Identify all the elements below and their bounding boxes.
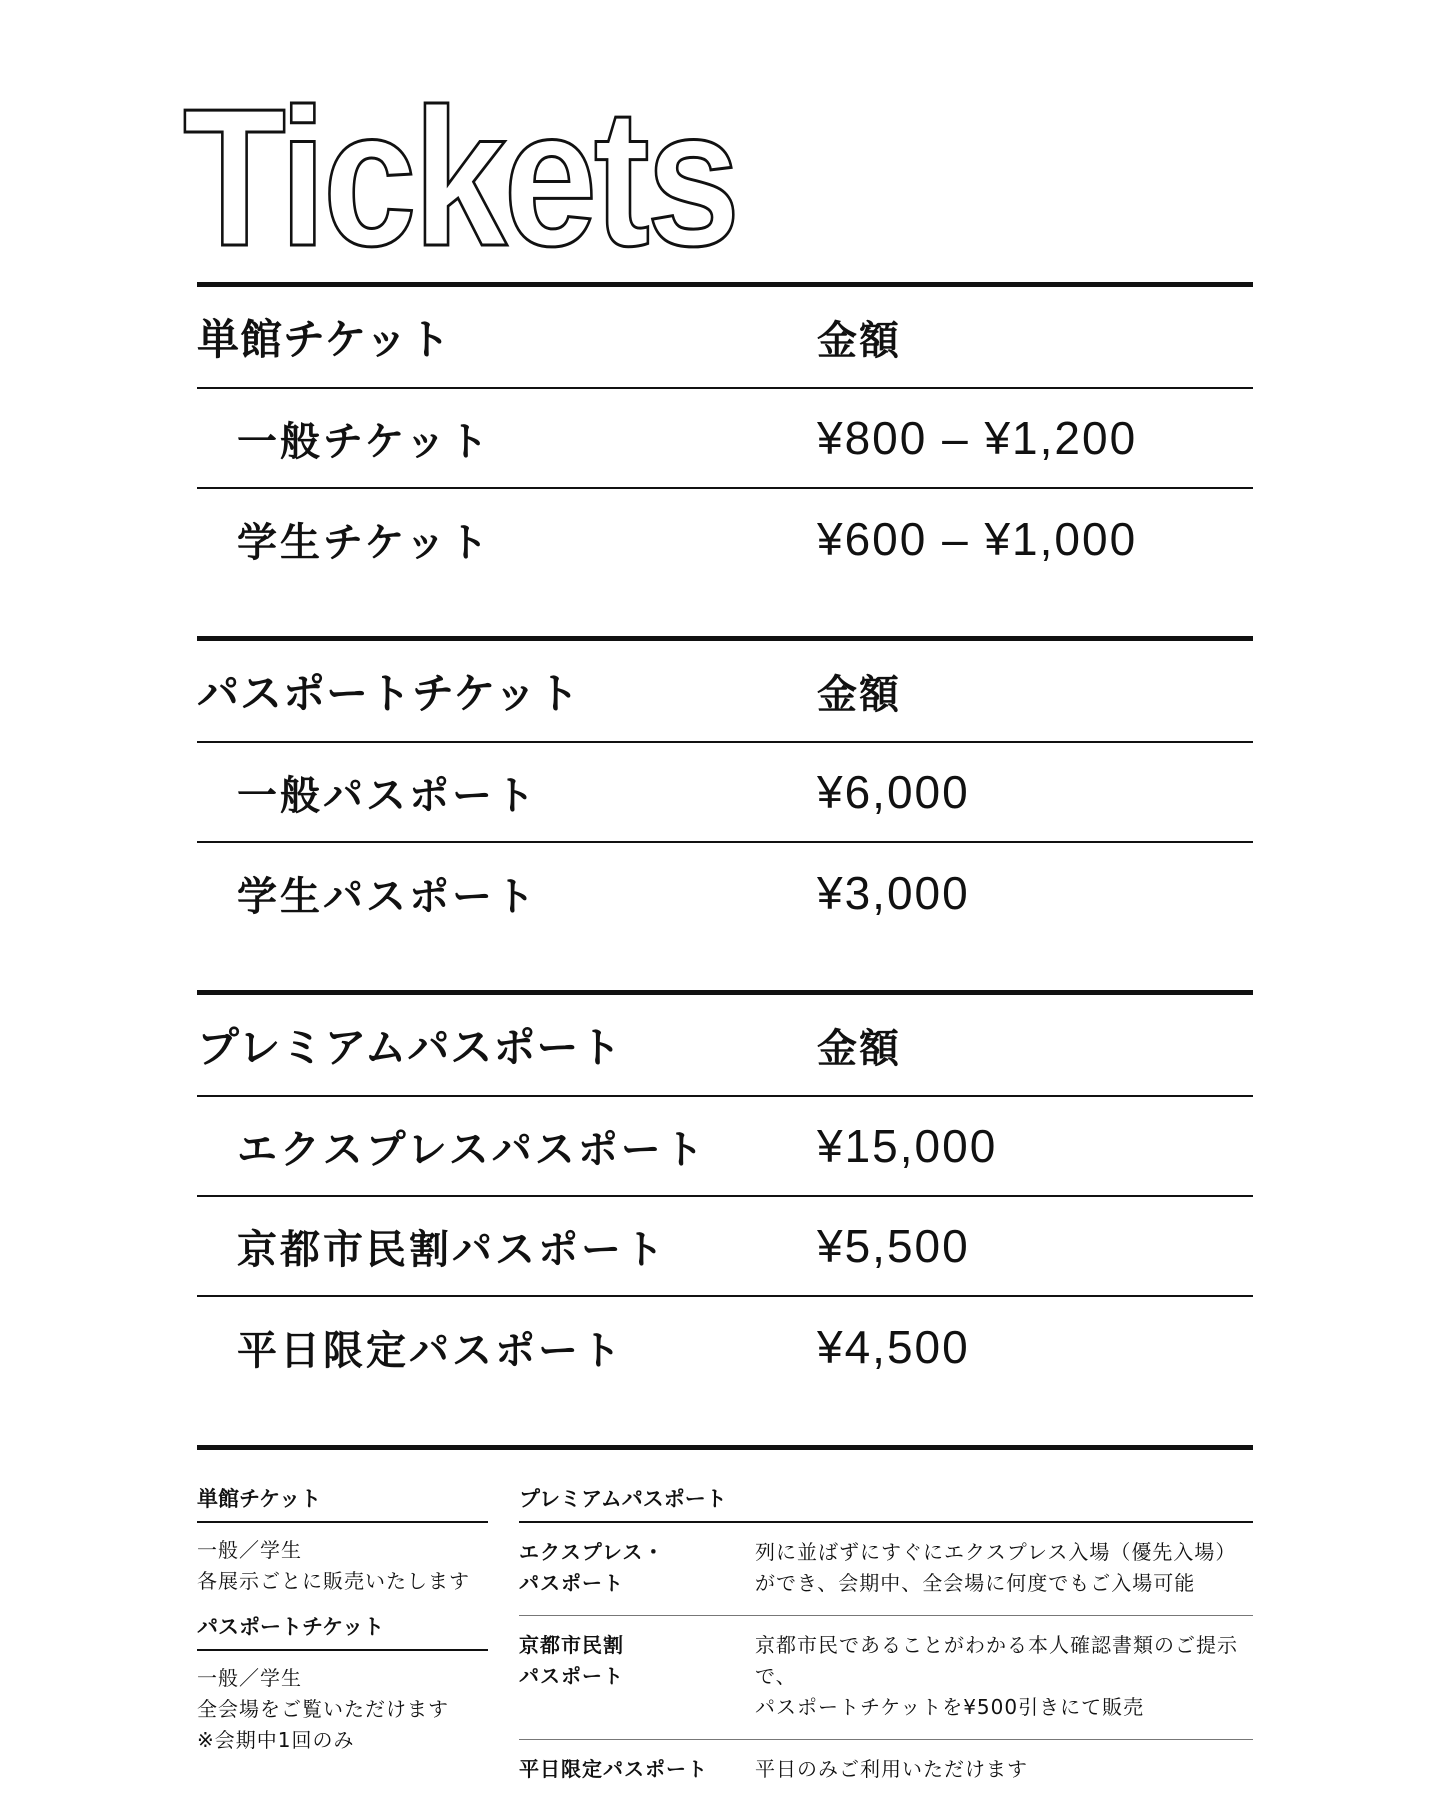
- note-desc-line: ができ、会期中、全会場に何度でもご入場可能: [755, 1571, 1196, 1595]
- price-column-header: 金額: [817, 317, 901, 364]
- ticket-row: [197, 389, 1253, 489]
- notes-section: [197, 1445, 1253, 1781]
- ticket-price: ¥600 – ¥1,000: [817, 513, 1138, 565]
- note-line: 全会場をご覧いただけます: [197, 1697, 449, 1721]
- ticket-price: ¥800 – ¥1,200: [817, 412, 1138, 464]
- notes-right-column: [519, 1450, 1253, 1800]
- ticket-row: [197, 843, 1253, 943]
- section-header-row: [197, 641, 1253, 743]
- ticket-row: [197, 1097, 1253, 1197]
- note-row-title: [519, 1754, 755, 1785]
- note-row: [519, 1616, 1253, 1740]
- ticket-row: [197, 489, 1253, 589]
- premium-passport-section: [197, 990, 1253, 1397]
- note-row: [519, 1740, 1253, 1800]
- price-column-header: 金額: [817, 1025, 901, 1072]
- ticket-name: 平日限定パスポート: [237, 1327, 624, 1374]
- note-heading: プレミアムパスポート: [519, 1450, 1253, 1523]
- section-title: 単館チケット: [197, 315, 452, 364]
- note-desc-line: 列に並ばずにすぐにエクスプレス入場（優先入場）: [755, 1540, 1237, 1564]
- note-row-description: [755, 1630, 1253, 1723]
- note-title-line: エクスプレス・: [519, 1540, 665, 1564]
- note-heading: 単館チケット: [197, 1450, 488, 1523]
- note-text: [197, 1651, 488, 1756]
- ticket-price: ¥3,000: [817, 867, 970, 919]
- ticket-price: ¥15,000: [817, 1120, 998, 1172]
- ticket-price: ¥6,000: [817, 766, 970, 818]
- ticket-name: 学生チケット: [237, 519, 492, 566]
- ticket-row: [197, 743, 1253, 843]
- note-title-line: パスポート: [519, 1664, 624, 1688]
- section-header-row: [197, 995, 1253, 1097]
- page-title: Tickets: [183, 68, 737, 287]
- note-row: [519, 1523, 1253, 1616]
- note-row-title: [519, 1537, 755, 1599]
- notes-left-column: [197, 1450, 488, 1756]
- ticket-name: エクスプレスパスポート: [237, 1126, 707, 1173]
- note-row-description: [755, 1537, 1253, 1599]
- ticket-row: [197, 1197, 1253, 1297]
- ticket-name: 学生パスポート: [237, 873, 538, 920]
- section-title: パスポートチケット: [197, 669, 581, 718]
- note-line: 各展示ごとに販売いたします: [197, 1569, 470, 1593]
- note-line: 一般／学生: [197, 1666, 302, 1690]
- passport-ticket-section: [197, 636, 1253, 943]
- ticket-price: ¥4,500: [817, 1321, 970, 1373]
- single-ticket-section: [197, 282, 1253, 589]
- ticket-name: 京都市民割パスポート: [237, 1226, 667, 1273]
- note-row-title: [519, 1630, 755, 1723]
- ticket-row: [197, 1297, 1253, 1397]
- note-desc-line: 平日のみご利用いただけます: [755, 1757, 1028, 1781]
- note-line: ※会期中1回のみ: [197, 1728, 355, 1752]
- note-desc-line: パスポートチケットを¥500引きにて販売: [755, 1695, 1145, 1719]
- price-column-header: 金額: [817, 671, 901, 718]
- note-title-line: 京都市民割: [519, 1633, 624, 1657]
- note-row-description: [755, 1754, 1253, 1785]
- section-title: プレミアムパスポート: [197, 1023, 623, 1072]
- note-line: 一般／学生: [197, 1538, 302, 1562]
- note-title-line: 平日限定パスポート: [519, 1757, 708, 1781]
- ticket-price: ¥5,500: [817, 1220, 970, 1272]
- note-desc-line: 京都市民であることがわかる本人確認書類のご提示で、: [755, 1633, 1238, 1688]
- note-heading: パスポートチケット: [197, 1597, 488, 1651]
- note-title-line: パスポート: [519, 1571, 624, 1595]
- section-header-row: [197, 287, 1253, 389]
- ticket-name: 一般チケット: [237, 418, 492, 465]
- note-text: [197, 1523, 488, 1597]
- ticket-name: 一般パスポート: [237, 772, 538, 819]
